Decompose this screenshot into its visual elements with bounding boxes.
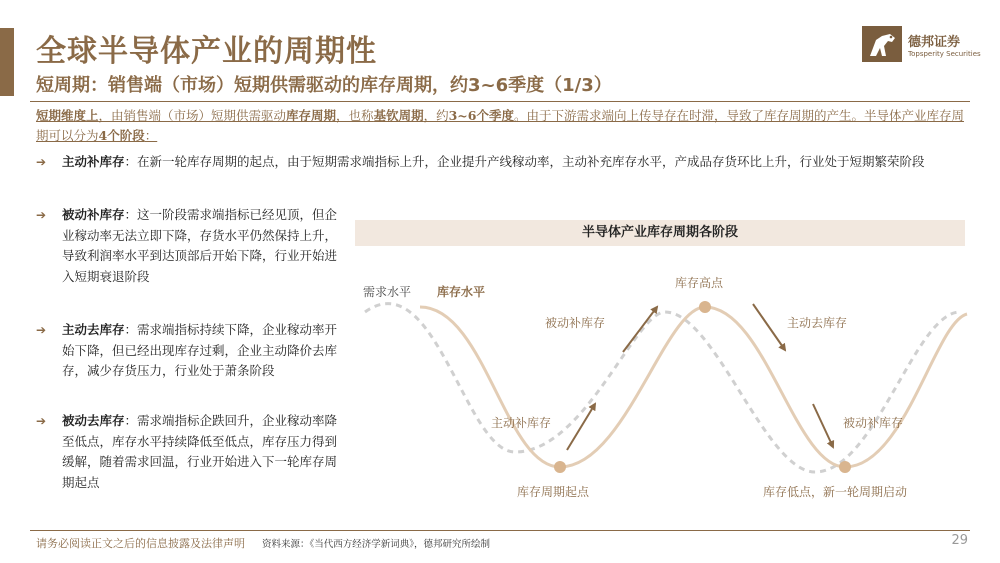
intro-part-4: ，也称 <box>336 108 374 123</box>
inventory-curve <box>420 307 967 467</box>
bullet-active-destock <box>36 320 348 382</box>
intro-part-1: 短期维度上 <box>36 108 99 123</box>
bullet-text: ：需求端指标持续下降，企业稼动率开始下降，但已经出现库存过剩，企业主动降价去库存，减少存货压力，行业处于萧条阶段 <box>62 322 338 378</box>
arrow-right-icon: ➔ <box>36 323 47 337</box>
inventory-cycle-diagram <box>355 252 970 512</box>
label-active-destock: 主动去库存 <box>787 316 848 330</box>
logo-name: 德邦证券 <box>908 35 961 50</box>
arrow-right-icon: ➔ <box>36 414 47 428</box>
arrow-active-destock <box>753 304 785 350</box>
label-active-restock: 主动补库存 <box>491 416 552 430</box>
intro-part-7: 3~6个季度 <box>448 108 514 123</box>
bullet-body <box>36 152 966 173</box>
bullet-head: 主动去库存 <box>62 322 125 337</box>
arrow-passive-destock <box>813 404 833 447</box>
bullet-passive-destock <box>36 411 348 493</box>
footer-divider <box>30 530 970 531</box>
bullet-head: 被动补库存 <box>62 207 125 222</box>
bullet-text: ：需求端指标企跌回升，企业稼动率降至低点，库存水平持续降低至低点，库存压力得到缓解，随着需求回温，行业开始进入下一轮库存周期起点 <box>62 413 338 490</box>
inventory-low-point <box>839 461 851 473</box>
bullet-text: ：这一阶段需求端指标已经见顶，但企业稼动率无法立即下降，存货水平仍然保持上升，导致利润率水平到达顶部后开始下降，行业开始进入短期衰退阶段 <box>62 207 338 284</box>
intro-part-3: 库存周期 <box>286 108 337 123</box>
inventory-high-point <box>699 301 711 313</box>
page-title: 全球半导体产业的周期性 <box>36 34 377 69</box>
intro-part-8: 。由于下游需求端向上传导存在时滞，导致了库存周期的产生。半导体产业库存周期可以分为 <box>36 108 964 143</box>
page-number: 29 <box>951 533 968 548</box>
intro-part-5: 基钦周期 <box>373 108 424 123</box>
intro-part-10: ： <box>144 128 158 143</box>
bullet-head: 被动去库存 <box>62 413 125 428</box>
footer-disclaimer: 请务必阅读正文之后的信息披露及法律声明 <box>36 537 245 550</box>
chart-title: 半导体产业库存周期各阶段 <box>355 220 965 246</box>
bullet-passive-restock <box>36 205 348 287</box>
label-cycle-start: 库存周期起点 <box>517 485 590 499</box>
intro-part-2: ，由销售端（市场）短期供需驱动 <box>98 108 287 123</box>
cycle-start-point <box>554 461 566 473</box>
legend-inventory: 库存水平 <box>437 285 486 299</box>
company-logo <box>862 26 981 66</box>
footer-source: 资料来源：《当代西方经济学新词典》，德邦研究所绘制 <box>262 539 491 550</box>
intro-paragraph <box>36 106 966 146</box>
logo-english-name: Topsperity Securities <box>908 50 981 58</box>
bullet-body <box>36 411 348 493</box>
legend-demand: 需求水平 <box>363 285 412 299</box>
bullet-head: 主动补库存 <box>62 154 125 169</box>
arrow-right-icon: ➔ <box>36 155 47 169</box>
label-passive-restock: 被动补库存 <box>545 316 606 330</box>
demand-curve <box>365 304 960 472</box>
bullet-text: ：在新一轮库存周期的起点，由于短期需求端指标上升，企业提升产线稼动率，主动补充库存水平，产成品存货环比上升，行业处于短期繁荣阶段 <box>124 154 925 169</box>
arrow-right-icon: ➔ <box>36 208 47 222</box>
intro-part-9: 4个阶段 <box>98 128 145 143</box>
intro-part-6: ，约 <box>423 108 449 123</box>
label-inventory-low: 库存低点，新一轮周期启动 <box>763 485 908 499</box>
logo-mark-icon <box>862 26 902 62</box>
arrow-passive-restock <box>623 307 657 352</box>
page-subtitle: 短周期：销售端（市场）短期供需驱动的库存周期，约3~6季度（1/3） <box>36 75 612 96</box>
bullet-body <box>36 320 348 382</box>
label-inventory-high: 库存高点 <box>675 276 724 290</box>
label-passive-destock: 被动补库存 <box>843 416 904 430</box>
header-divider <box>30 101 970 102</box>
title-accent-bar <box>0 28 14 96</box>
bullet-body <box>36 205 348 287</box>
bullet-active-restock <box>36 152 966 173</box>
